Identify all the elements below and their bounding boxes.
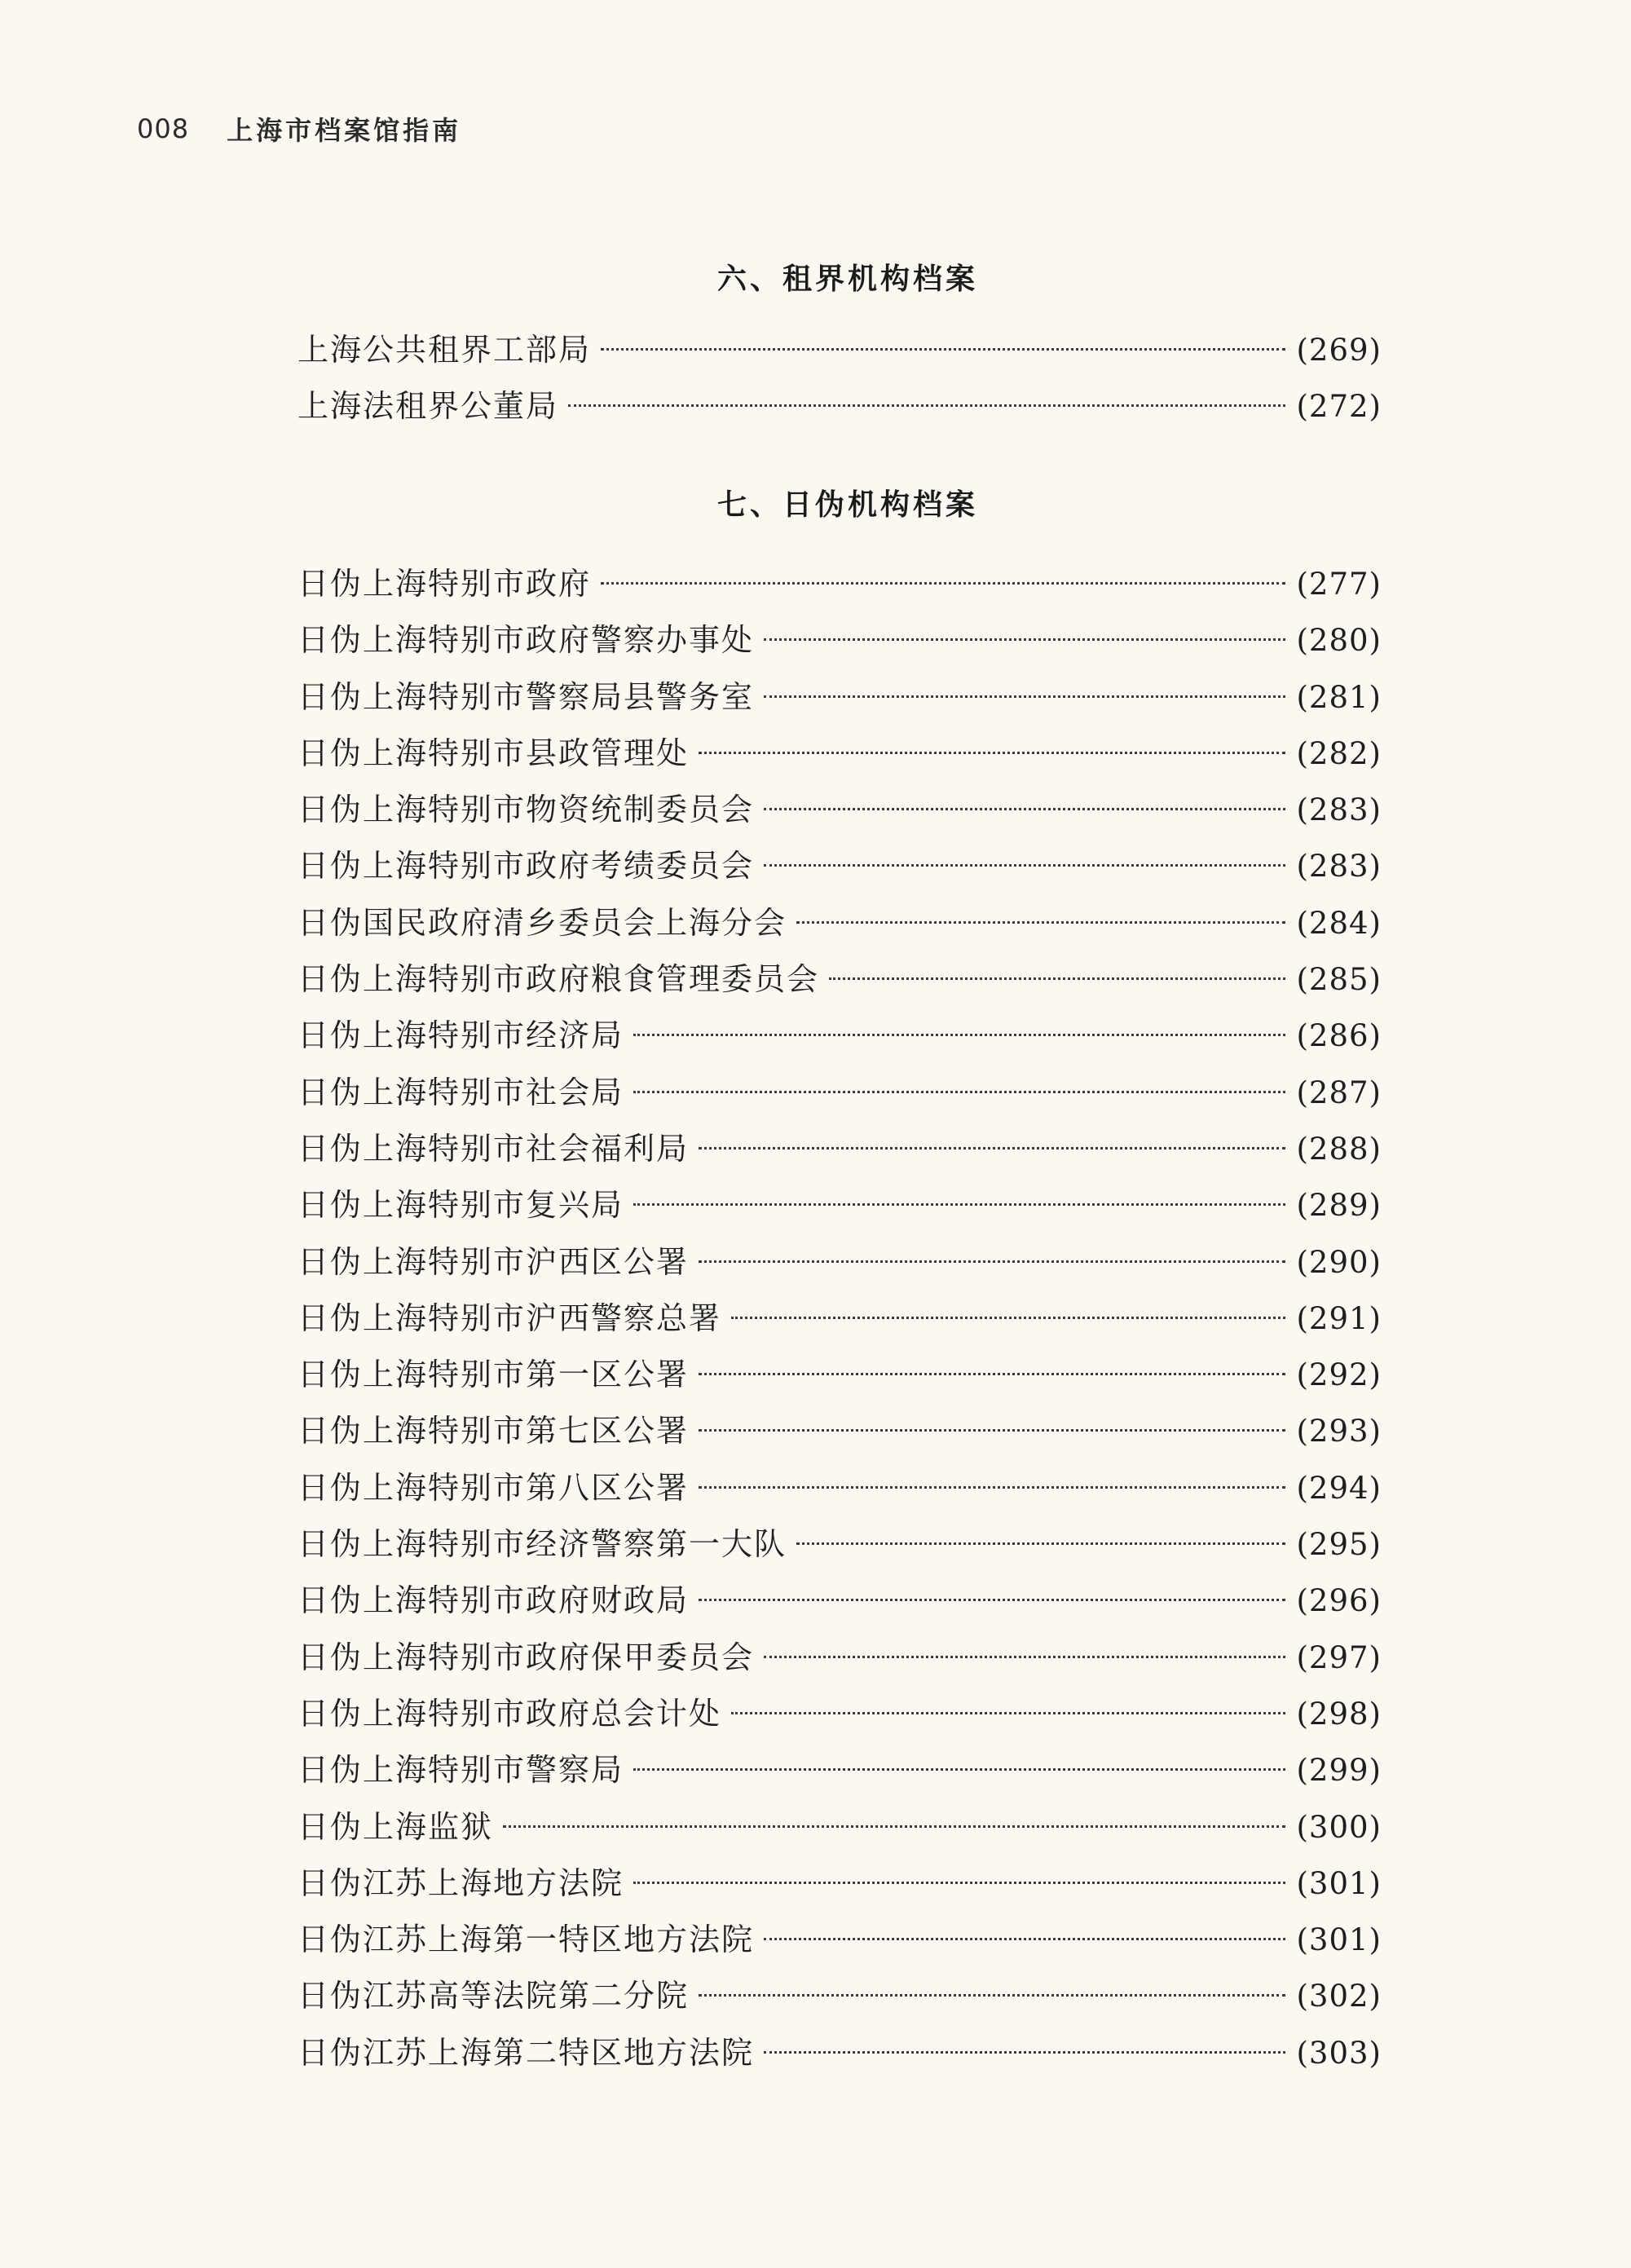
entry-page: (283) [1296, 849, 1382, 885]
entry-title: 日伪上海特别市政府粮食管理委员会 [298, 961, 820, 998]
entry-title: 上海公共租界工部局 [298, 332, 592, 368]
entry-title: 日伪上海特别市警察局县警务室 [298, 678, 755, 715]
toc-entry[interactable] [298, 1516, 1382, 1573]
dot-leader [764, 695, 1285, 698]
toc-entry[interactable] [298, 1291, 1382, 1347]
dot-leader [633, 1091, 1285, 1093]
toc-entry[interactable] [298, 951, 1382, 1008]
entry-page: (294) [1296, 1470, 1382, 1506]
entry-title: 日伪国民政府清乡委员会上海分会 [298, 904, 787, 941]
entry-page: (295) [1296, 1527, 1382, 1563]
entry-page: (283) [1296, 792, 1382, 828]
toc-entry[interactable] [298, 782, 1382, 838]
dot-leader [731, 1317, 1285, 1319]
dot-leader [699, 1599, 1285, 1601]
entry-title: 日伪上海特别市政府考绩委员会 [298, 848, 755, 885]
entry-title: 日伪上海特别市政府警察办事处 [298, 622, 755, 659]
toc-entry[interactable] [298, 378, 1382, 435]
entry-title: 日伪上海特别市警察局 [298, 1752, 624, 1789]
dot-leader [633, 1203, 1285, 1206]
dot-leader [601, 582, 1285, 585]
dot-leader [764, 1938, 1285, 1940]
toc-entry[interactable] [298, 1968, 1382, 2024]
entry-page: (298) [1296, 1696, 1382, 1732]
toc-entry[interactable] [298, 895, 1382, 951]
toc-entry[interactable] [298, 1912, 1382, 1968]
entry-title: 日伪上海特别市政府财政局 [298, 1582, 690, 1619]
entry-title: 日伪江苏上海地方法院 [298, 1864, 624, 1901]
toc-entry[interactable] [298, 726, 1382, 782]
entry-title: 日伪上海特别市第一区公署 [298, 1357, 690, 1393]
entry-title: 日伪上海特别市政府 [298, 566, 592, 602]
dot-leader [633, 1882, 1285, 1884]
toc-entry[interactable] [298, 1630, 1382, 1686]
entry-title: 日伪上海特别市复兴局 [298, 1187, 624, 1224]
entry-title: 日伪上海特别市经济警察第一大队 [298, 1526, 787, 1563]
toc-entry[interactable] [298, 2025, 1382, 2081]
entry-title: 日伪上海特别市社会福利局 [298, 1130, 690, 1167]
toc-entry-list [298, 556, 1382, 2081]
entry-page: (288) [1296, 1131, 1382, 1167]
toc-entry[interactable] [298, 838, 1382, 894]
entry-page: (303) [1296, 2035, 1382, 2071]
dot-leader [699, 752, 1285, 754]
toc-entry[interactable] [298, 1460, 1382, 1516]
dot-leader [796, 921, 1285, 924]
entry-page: (285) [1296, 962, 1382, 998]
dot-leader [731, 1712, 1285, 1714]
dot-leader [764, 638, 1285, 641]
running-head [137, 108, 461, 149]
entry-title: 上海法租界公董局 [298, 388, 559, 425]
dot-leader [633, 1034, 1285, 1036]
entry-title: 日伪江苏上海第一特区地方法院 [298, 1922, 755, 1958]
dot-leader [764, 864, 1285, 867]
entry-page: (302) [1296, 1979, 1382, 2014]
toc-section-puppet [298, 481, 1382, 2081]
entry-title: 日伪上海特别市政府保甲委员会 [298, 1639, 755, 1675]
dot-leader [633, 1768, 1285, 1771]
dot-leader [699, 1429, 1285, 1432]
entry-page: (291) [1296, 1300, 1382, 1336]
entry-title: 日伪江苏上海第二特区地方法院 [298, 2034, 755, 2071]
section-heading: 七、日伪机构档案 [716, 488, 978, 522]
toc-entry[interactable] [298, 1686, 1382, 1742]
toc-section-concessions [298, 255, 1382, 435]
entry-title: 日伪上海特别市政府总会计处 [298, 1695, 722, 1732]
dot-leader [829, 977, 1285, 980]
dot-leader [568, 404, 1285, 407]
toc-entry[interactable] [298, 1177, 1382, 1233]
entry-page: (282) [1296, 735, 1382, 771]
entry-title: 日伪上海监狱 [298, 1808, 494, 1845]
toc-entry[interactable] [298, 1742, 1382, 1798]
entry-page: (297) [1296, 1639, 1382, 1675]
entry-page: (272) [1296, 389, 1382, 425]
entry-page: (300) [1296, 1809, 1382, 1845]
entry-title: 日伪上海特别市经济局 [298, 1017, 624, 1054]
entry-page: (284) [1296, 905, 1382, 941]
entry-page: (289) [1296, 1188, 1382, 1224]
dot-leader [503, 1825, 1285, 1828]
toc-entry[interactable] [298, 612, 1382, 668]
entry-page: (296) [1296, 1583, 1382, 1619]
section-heading: 六、租界机构档案 [716, 263, 978, 296]
dot-leader [601, 348, 1285, 351]
entry-title: 日伪上海特别市物资统制委员会 [298, 792, 755, 828]
dot-leader [764, 808, 1285, 810]
entry-page: (299) [1296, 1753, 1382, 1789]
entry-title: 日伪上海特别市沪西区公署 [298, 1243, 690, 1280]
dot-leader [699, 1994, 1285, 1997]
entry-title: 日伪江苏高等法院第二分院 [298, 1978, 690, 2014]
toc-entry[interactable] [298, 1121, 1382, 1177]
toc-entry[interactable] [298, 1347, 1382, 1403]
toc-entry[interactable] [298, 669, 1382, 726]
toc-entry[interactable] [298, 1008, 1382, 1064]
page-number: 008 [137, 113, 190, 144]
toc-entry[interactable] [298, 1573, 1382, 1629]
toc-entry[interactable] [298, 1855, 1382, 1912]
entry-page: (280) [1296, 623, 1382, 659]
dot-leader [699, 1373, 1285, 1375]
dot-leader [699, 1260, 1285, 1263]
entry-title: 日伪上海特别市社会局 [298, 1074, 624, 1110]
dot-leader [699, 1147, 1285, 1149]
toc-entry[interactable] [298, 1403, 1382, 1459]
entry-title: 日伪上海特别市县政管理处 [298, 735, 690, 771]
book-title: 上海市档案馆指南 [227, 115, 462, 146]
toc-entry[interactable] [298, 1799, 1382, 1855]
entry-title: 日伪上海特别市第八区公署 [298, 1469, 690, 1506]
dot-leader [764, 2051, 1285, 2054]
entry-page: (281) [1296, 679, 1382, 715]
entry-page: (301) [1296, 1865, 1382, 1901]
toc-entry[interactable] [298, 556, 1382, 612]
toc-entry[interactable] [298, 1234, 1382, 1291]
entry-page: (287) [1296, 1074, 1382, 1110]
dot-leader [699, 1486, 1285, 1489]
entry-title: 日伪上海特别市沪西警察总署 [298, 1299, 722, 1336]
entry-page: (290) [1296, 1244, 1382, 1280]
entry-page: (301) [1296, 1922, 1382, 1958]
dot-leader [764, 1656, 1285, 1658]
entry-title: 日伪上海特别市第七区公署 [298, 1413, 690, 1449]
entry-page: (269) [1296, 333, 1382, 368]
toc-entry[interactable] [298, 1065, 1382, 1121]
entry-page: (277) [1296, 567, 1382, 602]
dot-leader [796, 1542, 1285, 1545]
entry-page: (286) [1296, 1018, 1382, 1054]
entry-page: (293) [1296, 1414, 1382, 1449]
entry-page: (292) [1296, 1357, 1382, 1393]
toc-entry[interactable] [298, 322, 1382, 378]
